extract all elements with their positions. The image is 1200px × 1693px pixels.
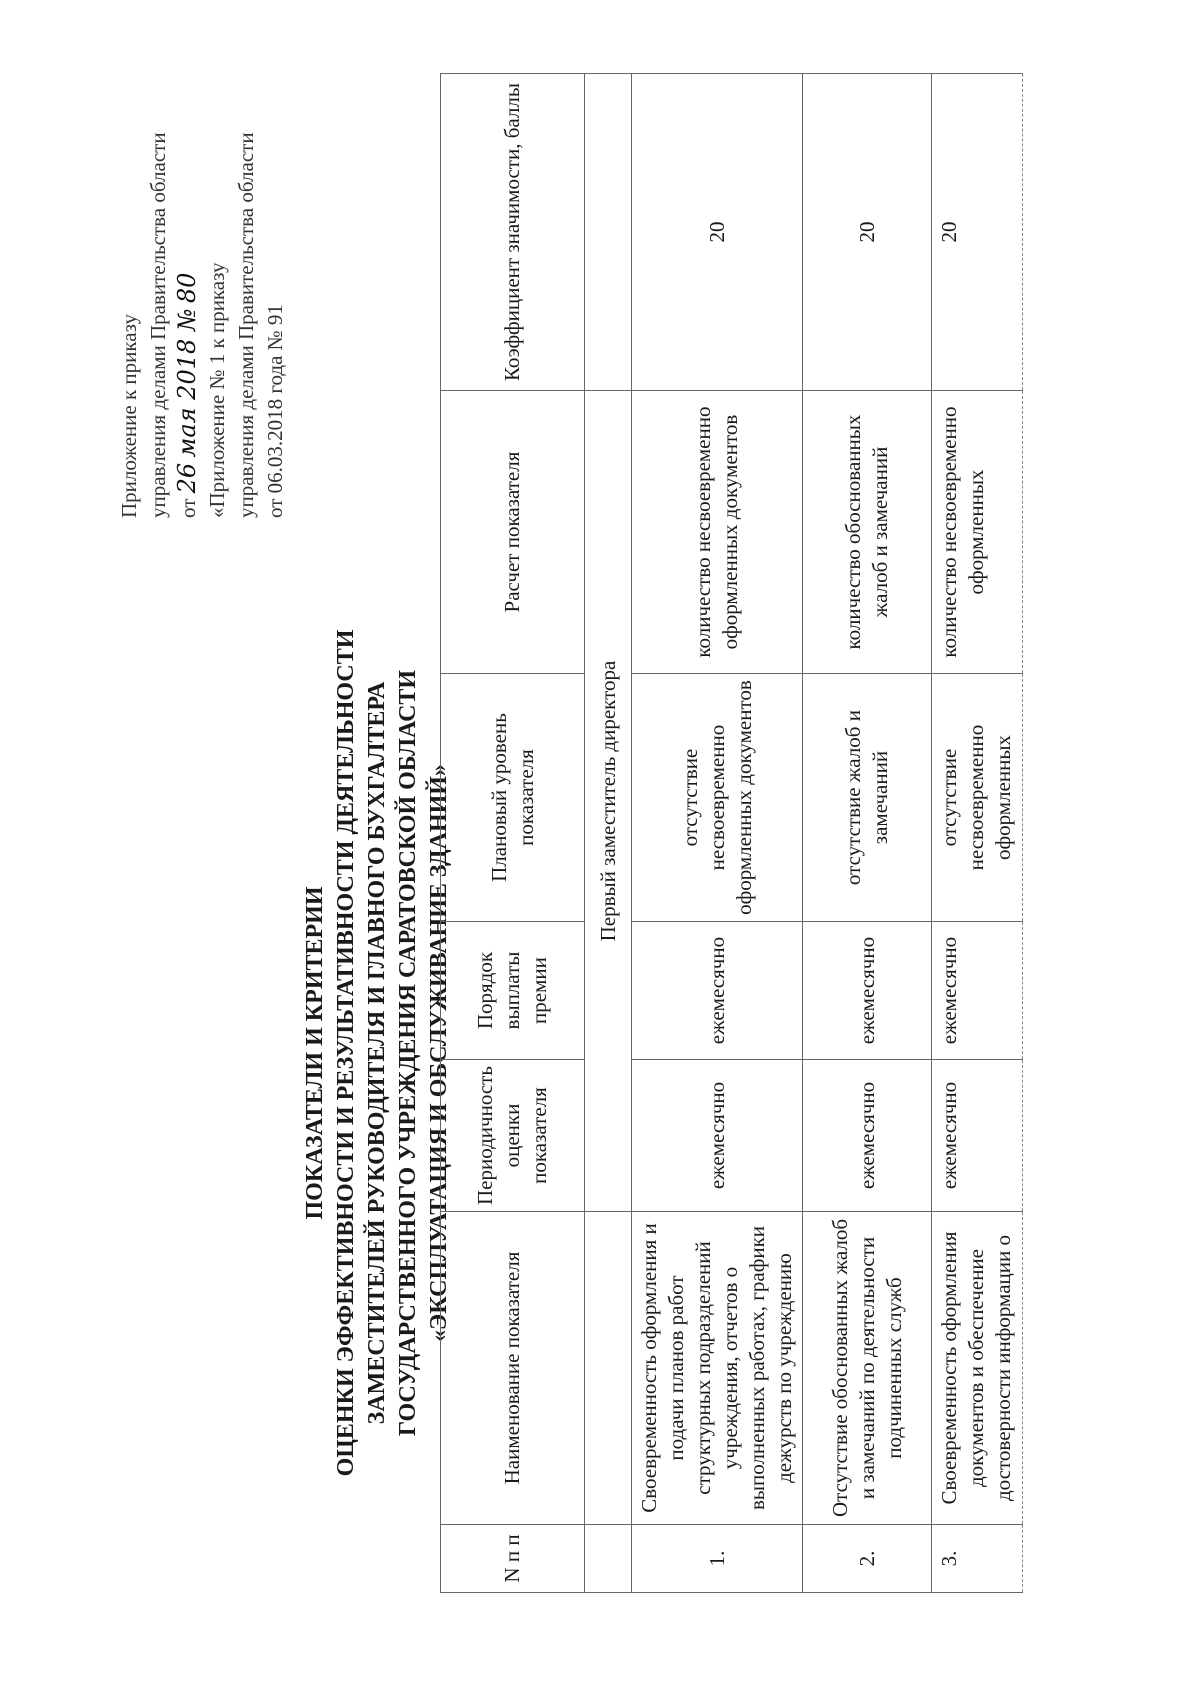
table-row <box>803 74 932 1593</box>
document-title <box>300 553 455 1553</box>
cell-num: 1. <box>632 1525 803 1593</box>
header-num: N п п <box>441 1525 585 1593</box>
cell-coef: 20 <box>632 74 803 391</box>
cell-plan: отсутствие несвоевременно оформленных документов <box>632 674 803 922</box>
cell-calc: количество несвоевременно оформленных документов <box>632 391 803 674</box>
cell-payment: ежемесячно <box>932 922 1023 1060</box>
appendix-line-1: Приложение к приказу <box>117 314 141 518</box>
handwritten-month: мая 2018 № <box>173 308 201 458</box>
cell-coef: 20 <box>803 74 932 391</box>
cell-name: Отсутствие обоснованных жалоб и замечаний по деятельности подчиненных служб <box>803 1212 932 1525</box>
section-title: Первый заместитель директора <box>585 391 632 1212</box>
title-line-3: ЗАМЕСТИТЕЛЕЙ РУКОВОДИТЕЛЯ И ГЛАВНОГО БУХГАЛТЕРА <box>364 681 390 1425</box>
table-row <box>632 74 803 1593</box>
title-line-1: ПОКАЗАТЕЛИ И КРИТЕРИИ <box>302 886 328 1220</box>
header-payment: Порядок выплаты премии <box>441 922 585 1060</box>
section-row <box>585 74 632 1593</box>
title-line-5: «ЭКСПЛУАТАЦИЯ И ОБСЛУЖИВАНИЕ ЗДАНИЙ» <box>426 764 452 1342</box>
header-name: Наименование показателя <box>441 1212 585 1525</box>
cell-payment: ежемесячно <box>632 922 803 1060</box>
cell-plan: отсутствие жалоб и замечаний <box>803 674 932 922</box>
criteria-table <box>440 73 1023 1593</box>
cell-period: ежемесячно <box>632 1060 803 1212</box>
appendix-line-4: «Приложение № 1 к приказу <box>205 262 229 518</box>
cell-num: 3. <box>932 1525 1023 1593</box>
appendix-line-3: от 26 мая 2018 № 80 <box>173 272 201 518</box>
header-coef: Коэффициент значимости, баллы <box>441 74 585 391</box>
appendix-note <box>115 38 290 518</box>
cell-payment: ежемесячно <box>803 922 932 1060</box>
cell-num: 2. <box>803 1525 932 1593</box>
table-row <box>932 74 1023 1593</box>
cell-name: Своевременность оформления документов и обеспечение достоверности информации о <box>932 1212 1023 1525</box>
cell-name: Своевременность оформления и подачи планов работ структурных подразделений учреждения, отчетов о выполненных работах, графики дежурств по учреждению <box>632 1212 803 1525</box>
cell-plan: отсутствие несвоевременно оформленных <box>932 674 1023 922</box>
cell-calc: количество несвоевременно оформленных <box>932 391 1023 674</box>
title-line-4: ГОСУДАРСТВЕННОГО УЧРЕЖДЕНИЯ САРАТОВСКОЙ ОБЛАСТИ <box>395 669 421 1437</box>
header-period: Периодичность оценки показателя <box>441 1060 585 1212</box>
table-header-row <box>441 74 585 1593</box>
header-calc: Расчет показателя <box>441 391 585 674</box>
cell-period: ежемесячно <box>932 1060 1023 1212</box>
appendix-line-5: управления делами Правительства области <box>234 132 258 518</box>
header-plan: Плановый уровень показателя <box>441 674 585 922</box>
appendix-line-6: от 06.03.2018 года № 91 <box>263 304 287 518</box>
handwritten-number: 80 <box>173 272 201 304</box>
cell-coef: 20 <box>932 74 1023 391</box>
cell-calc: количество обоснованных жалоб и замечаний <box>803 391 932 674</box>
handwritten-day: 26 <box>173 462 201 494</box>
title-line-2: ОЦЕНКИ ЭФФЕКТИВНОСТИ И РЕЗУЛЬТАТИВНОСТИ ДЕЯТЕЛЬНОСТИ <box>333 629 359 1477</box>
cell-period: ежемесячно <box>803 1060 932 1212</box>
appendix-line-2: управления делами Правительства области <box>146 132 170 518</box>
